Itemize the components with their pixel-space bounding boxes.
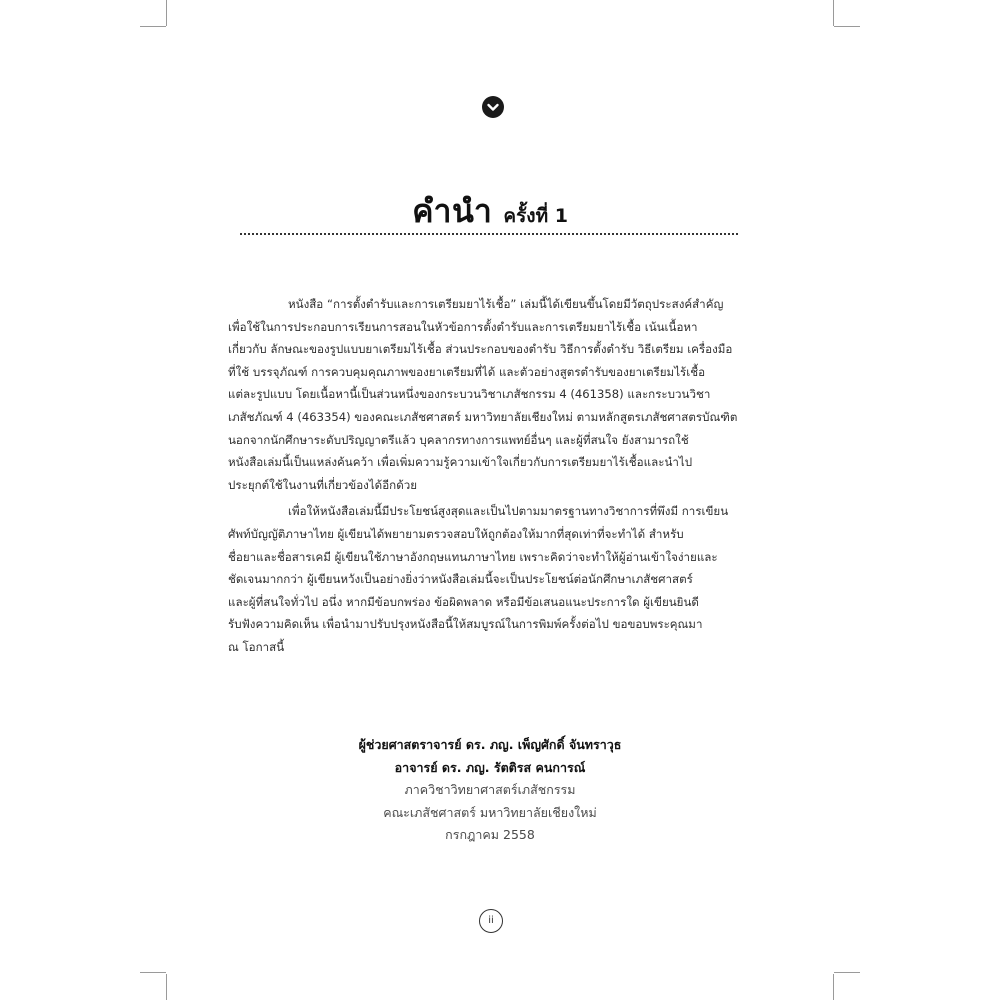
body-line: หนังสือ “การตั้งตำรับและการเตรียมยาไร้เชื้อ” เล่มนี้ได้เขียนขึ้นโดยมีวัตถุประสงค์สำคัญ [288,297,724,311]
page-number: ii [479,909,503,933]
body-line: ศัพท์บัญญัติภาษาไทย ผู้เขียนได้พยายามตรวจสอบให้ถูกต้องให้มากที่สุดเท่าที่จะทำได้ สำหรับ [228,526,684,541]
crop-mark-icon [140,26,166,27]
crop-mark-icon [833,0,834,26]
crop-mark-icon [140,972,166,973]
body-line: ชัดเจนมากกว่า ผู้เขียนหวังเป็นอย่างยิ่งว่าหนังสือเล่มนี้จะเป็นประโยชน์ต่อนักศึกษาเภสัชศาสตร์ [228,572,693,587]
department-name: ภาควิชาวิทยาศาสตร์เภสัชกรรม [404,782,576,797]
crop-mark-icon [166,0,167,26]
body-line: ประยุกต์ใช้ในงานที่เกี่ยวข้องได้อีกด้วย [228,477,418,492]
body-line: ที่ใช้ บรรจุภัณฑ์ การควบคุมคุณภาพของยาเตรียมที่ได้ และตัวอย่างสูตรตำรับของยาเตรียมไร้เชื้อ [228,364,706,379]
title-dotted-divider [240,233,738,235]
body-line: ณ โอกาสนี้ [228,639,285,654]
body-line: เกี่ยวกับ ลักษณะของรูปแบบยาเตรียมไร้เชื้อ ส่วนประกอบของตำรับ วิธีการตั้งตำรับ วิธีเตรียม เครื่องมือ [228,342,733,357]
body-line: แต่ละรูปแบบ โดยเนื้อหานี้เป็นส่วนหนึ่งของกระบวนวิชาเภสัชกรรม 4 (461358) และกระบวนวิชา [228,387,711,402]
signature-date: กรกฎาคม 2558 [445,827,535,842]
author-name: อาจารย์ ดร. ภญ. รัตติรส คนการณ์ [394,759,586,775]
body-line: เพื่อให้หนังสือเล่มนี้มีประโยชน์สูงสุดและเป็นไปตามมาตรฐานทางวิชาการที่พึงมี การเขียน [288,504,729,519]
preface-body [228,293,740,659]
title-edition: ครั้งที่ 1 [503,205,568,227]
crop-mark-icon [834,972,860,973]
title-main: คำนำ [412,192,493,230]
crop-mark-icon [166,974,167,1000]
paragraph-1 [228,293,740,496]
crop-mark-icon [833,974,834,1000]
body-line: รับฟังความคิดเห็น เพื่อนำมาปรับปรุงหนังสือนี้ให้สมบูรณ์ในการพิมพ์ครั้งต่อไป ขอขอบพระคุณมา [228,617,703,632]
author-name: ผู้ช่วยศาสตราจารย์ ดร. ภญ. เพ็ญศักดิ์ จันทราวุธ [358,737,622,752]
paragraph-2 [228,500,740,658]
body-line: เพื่อใช้ในการประกอบการเรียนการสอนในหัวข้อการตั้งตำรับและการเตรียมยาไร้เชื้อ เน้นเนื้อหา [228,319,698,334]
crop-mark-icon [834,26,860,27]
faculty-name: คณะเภสัชศาสตร์ มหาวิทยาลัยเชียงใหม่ [383,804,597,820]
page-title [240,186,740,237]
body-line: นอกจากนักศึกษาระดับปริญญาตรีแล้ว บุคลากรทางการแพทย์อื่นๆ และผู้ที่สนใจ ยังสามารถใช้ [228,432,689,447]
body-line: และผู้ที่สนใจทั่วไป อนึ่ง หากมีข้อบกพร่อง ข้อผิดพลาด หรือมีข้อเสนอแนะประการใด ผู้เขียนยินดี [228,594,699,609]
chevron-down-icon [482,96,504,118]
body-line: หนังสือเล่มนี้เป็นแหล่งค้นคว้า เพื่อเพิ่มความรู้ความเข้าใจเกี่ยวกับการเตรียมยาไร้เชื้อและนำไป [228,455,693,470]
body-line: ชื่อยาและชื่อสารเคมี ผู้เขียนใช้ภาษาอังกฤษแทนภาษาไทย เพราะคิดว่าจะทำให้ผู้อ่านเข้าใจง่ายและ [228,549,718,564]
signature-block [240,734,740,847]
body-line: เภสัชภัณฑ์ 4 (463354) ของคณะเภสัชศาสตร์ มหาวิทยาลัยเชียงใหม่ ตามหลักสูตรเภสัชศาสตรบัณฑิต [228,409,738,424]
